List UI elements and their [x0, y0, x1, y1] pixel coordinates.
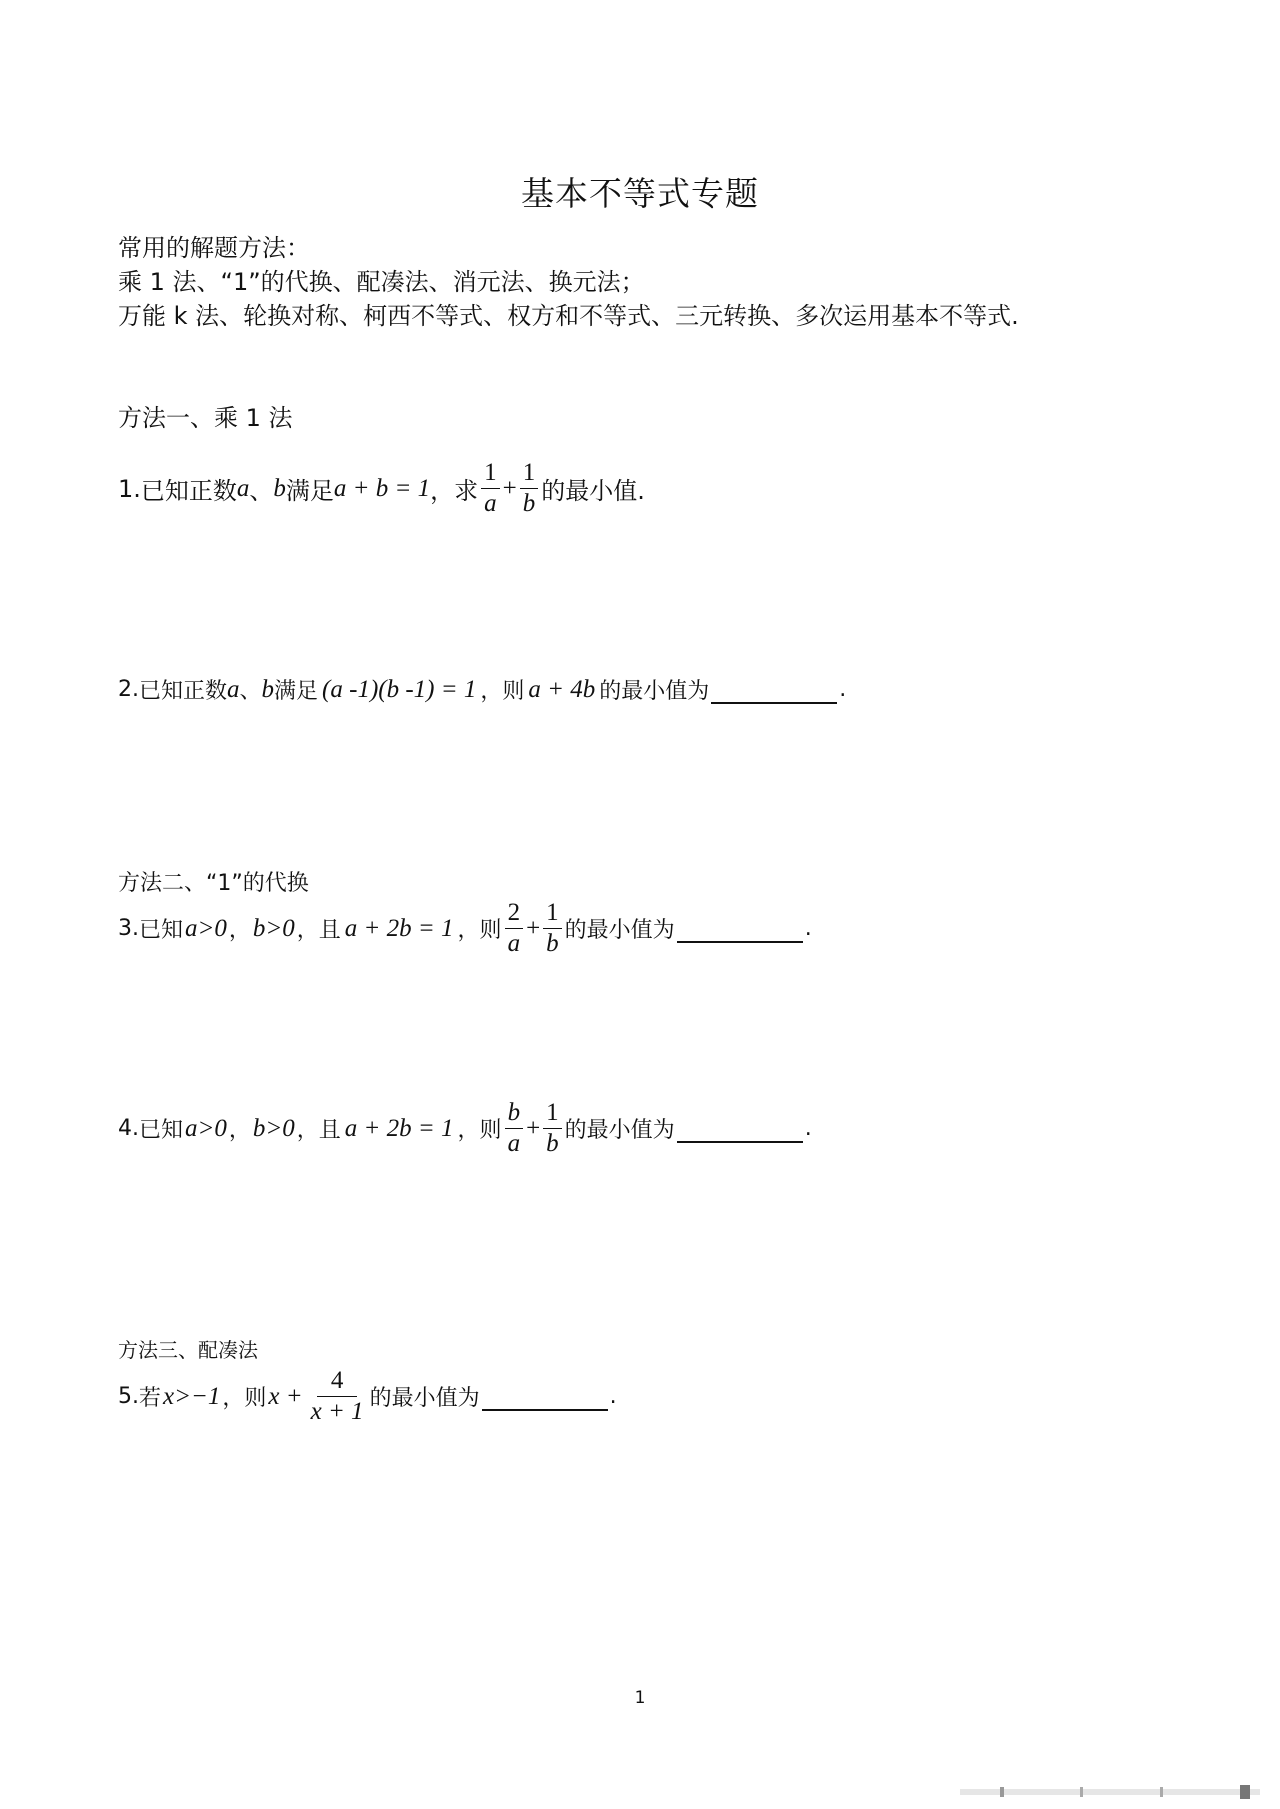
fraction	[543, 1098, 562, 1159]
plus-sign: +	[526, 914, 541, 942]
intro-heading: 常用的解题方法：	[118, 234, 310, 262]
denominator: a	[484, 490, 497, 517]
variable: a	[227, 675, 240, 703]
variable: b	[261, 675, 275, 703]
problem-1	[118, 458, 645, 519]
condition: a + b = 1	[333, 474, 431, 502]
numerator: b	[505, 1098, 524, 1129]
plus-sign: +	[502, 474, 517, 502]
fraction	[308, 1366, 367, 1427]
answer-blank[interactable]	[711, 676, 837, 704]
plus-sign: +	[526, 1114, 541, 1142]
answer-blank[interactable]	[677, 1115, 803, 1143]
fraction	[505, 898, 524, 959]
period: .	[839, 677, 847, 702]
denominator: a	[507, 1130, 521, 1157]
problem-number: 1.	[118, 474, 141, 503]
fraction	[505, 1098, 524, 1159]
separator: ，	[228, 918, 251, 943]
condition: x>−1	[163, 1382, 221, 1410]
problem-4	[118, 1098, 812, 1159]
separator: 、	[239, 679, 262, 704]
intro-line-2: 万能 k 法、轮换对称、柯西不等式、权方和不等式、三元转换、多次运用基本不等式.	[118, 302, 1019, 330]
problem-text: 的最小值为	[369, 1386, 480, 1411]
problem-text: 的最小值为	[564, 918, 675, 943]
problem-2	[118, 674, 846, 705]
problem-5	[118, 1366, 617, 1427]
condition: a + 2b = 1	[344, 1114, 454, 1142]
problem-text: 已知正数	[140, 477, 237, 505]
problem-text: ，则	[457, 918, 502, 943]
method-2-heading: 方法二、“1”的代换	[118, 871, 309, 896]
period: .	[804, 1116, 812, 1141]
problem-text: ，且	[296, 918, 341, 943]
page-number: 1	[634, 1688, 646, 1708]
separator: ，	[228, 1118, 251, 1143]
condition: b>0	[252, 1114, 295, 1142]
page-title: 基本不等式专题	[521, 174, 759, 213]
problem-text: 的最小值为	[564, 1118, 675, 1143]
problem-text: 已知正数	[139, 679, 228, 704]
expression: x +	[268, 1382, 303, 1410]
problem-text: ，则	[480, 679, 525, 704]
fraction	[481, 458, 500, 519]
variable: b	[273, 474, 286, 502]
problem-text: 已知	[139, 1118, 184, 1143]
numerator: 1	[481, 458, 500, 489]
problem-text: 的最小值.	[541, 477, 645, 505]
answer-blank[interactable]	[482, 1383, 608, 1411]
intro-line-1: 乘 1 法、“1”的代换、配凑法、消元法、换元法；	[118, 268, 645, 296]
scan-edge-artifact	[960, 1784, 1260, 1798]
numerator: 2	[505, 898, 524, 929]
problem-number: 5.	[118, 1384, 139, 1409]
condition: a>0	[185, 914, 227, 942]
fraction	[543, 898, 562, 959]
denominator: b	[546, 930, 559, 957]
problem-number: 4.	[118, 1116, 139, 1141]
period: .	[804, 916, 812, 941]
problem-number: 2.	[118, 677, 139, 702]
problem-text: ，则	[222, 1386, 267, 1411]
numerator: 1	[543, 1098, 562, 1129]
problem-3	[118, 898, 812, 959]
numerator: 1	[520, 458, 539, 489]
method-3-heading: 方法三、配凑法	[118, 1338, 258, 1362]
separator: 、	[249, 477, 274, 505]
problem-text: 满足	[274, 679, 319, 704]
condition: a>0	[185, 1114, 227, 1142]
fraction	[520, 458, 539, 519]
problem-text: 的最小值为	[599, 679, 710, 704]
denominator: a	[507, 930, 521, 957]
problem-text: 若	[139, 1386, 162, 1411]
numerator: 1	[543, 898, 562, 929]
condition: (a -1)(b -1) = 1	[322, 675, 477, 703]
numerator: 4	[317, 1366, 358, 1397]
answer-blank[interactable]	[677, 915, 803, 943]
condition: a + 2b = 1	[344, 914, 454, 942]
period: .	[609, 1384, 617, 1409]
problem-text: 已知	[139, 918, 184, 943]
expression: a + 4b	[528, 675, 596, 703]
method-1-heading: 方法一、乘 1 法	[118, 404, 293, 432]
variable: a	[236, 474, 250, 502]
denominator: b	[546, 1130, 559, 1157]
problem-text: ，求	[430, 477, 479, 505]
problem-number: 3.	[118, 916, 139, 941]
problem-text: ，则	[457, 1118, 502, 1143]
condition: b>0	[252, 914, 295, 942]
problem-text: ，且	[296, 1118, 341, 1143]
denominator: x + 1	[310, 1398, 364, 1425]
problem-text: 满足	[285, 477, 334, 505]
denominator: b	[522, 490, 536, 517]
